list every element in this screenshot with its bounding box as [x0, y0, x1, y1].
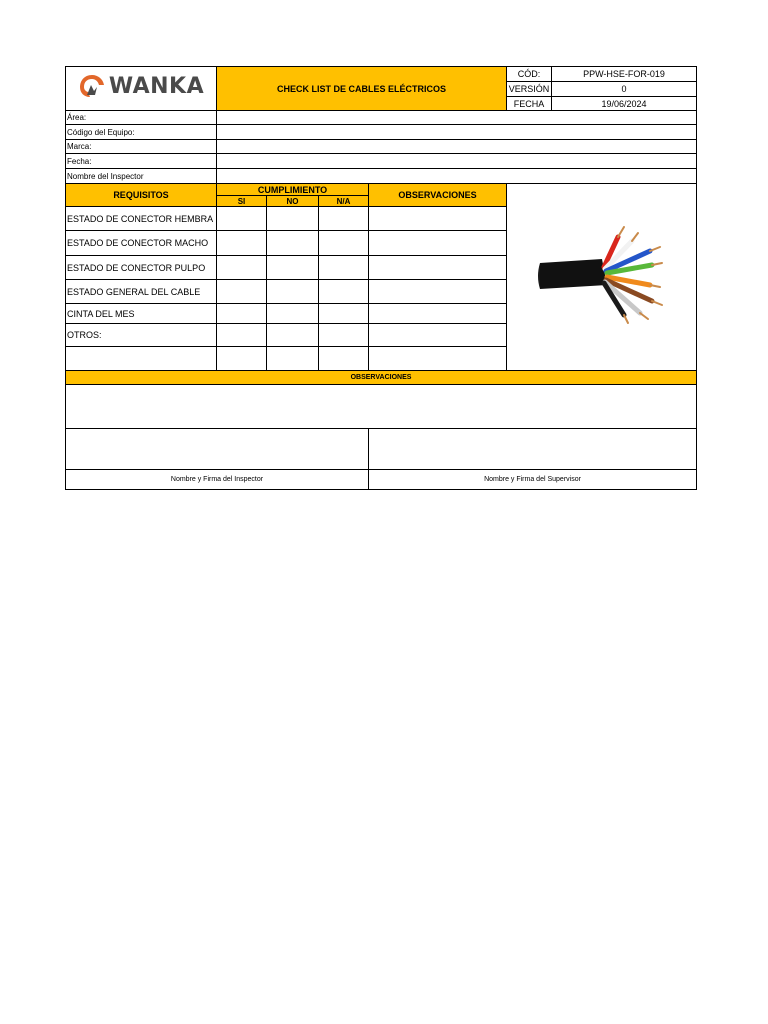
- si-cell[interactable]: [217, 347, 267, 371]
- cable-image-icon: [532, 215, 672, 335]
- code-label: CÓD:: [507, 67, 552, 82]
- na-header: N/A: [319, 196, 369, 207]
- no-cell[interactable]: [267, 347, 319, 371]
- na-cell[interactable]: [319, 231, 369, 256]
- na-cell[interactable]: [319, 324, 369, 347]
- logo-text: WANKA: [108, 73, 205, 99]
- observation-cell[interactable]: [369, 280, 507, 304]
- si-header: SI: [217, 196, 267, 207]
- si-cell[interactable]: [217, 256, 267, 280]
- na-cell[interactable]: [319, 347, 369, 371]
- inspector-signature-area[interactable]: [66, 429, 369, 470]
- na-cell[interactable]: [319, 207, 369, 231]
- requirement-label: OTROS:: [66, 324, 217, 347]
- observations-field[interactable]: [66, 385, 697, 429]
- area-label: Área:: [66, 111, 217, 125]
- checklist-form: [65, 66, 696, 490]
- observations-title: OBSERVACIONES: [66, 371, 697, 385]
- form-table: [65, 66, 697, 490]
- no-cell[interactable]: [267, 280, 319, 304]
- cable-photo: [507, 184, 697, 371]
- observation-cell[interactable]: [369, 347, 507, 371]
- si-cell[interactable]: [217, 207, 267, 231]
- brand-label: Marca:: [66, 140, 217, 154]
- requirement-label: CINTA DEL MES: [66, 304, 217, 324]
- logo-mark-icon: [78, 73, 106, 99]
- brand-field[interactable]: [217, 140, 697, 154]
- equipment-code-field[interactable]: [217, 125, 697, 140]
- si-cell[interactable]: [217, 280, 267, 304]
- inspector-name-label: Nombre del Inspector: [66, 169, 217, 184]
- requirement-label: ESTADO DE CONECTOR HEMBRA: [66, 207, 217, 231]
- requirement-label: ESTADO DE CONECTOR PULPO: [66, 256, 217, 280]
- si-cell[interactable]: [217, 304, 267, 324]
- logo: [66, 67, 217, 111]
- cumplimiento-header: CUMPLIMIENTO: [217, 184, 369, 196]
- code-value: PPW-HSE-FOR-019: [552, 67, 697, 82]
- na-cell[interactable]: [319, 280, 369, 304]
- date-field-label: Fecha:: [66, 154, 217, 169]
- observation-cell[interactable]: [369, 207, 507, 231]
- observation-cell[interactable]: [369, 304, 507, 324]
- observation-cell[interactable]: [369, 324, 507, 347]
- form-title: CHECK LIST DE CABLES ELÉCTRICOS: [217, 67, 507, 111]
- area-field[interactable]: [217, 111, 697, 125]
- no-cell[interactable]: [267, 256, 319, 280]
- requirement-label[interactable]: [66, 347, 217, 371]
- inspector-signature-label: Nombre y Firma del Inspector: [66, 470, 369, 490]
- requirement-label: ESTADO GENERAL DEL CABLE: [66, 280, 217, 304]
- observaciones-header: OBSERVACIONES: [369, 184, 507, 207]
- date-label: FECHA: [507, 97, 552, 111]
- na-cell[interactable]: [319, 256, 369, 280]
- no-cell[interactable]: [267, 304, 319, 324]
- no-cell[interactable]: [267, 207, 319, 231]
- na-cell[interactable]: [319, 304, 369, 324]
- inspector-name-field[interactable]: [217, 169, 697, 184]
- date-value: 19/06/2024: [552, 97, 697, 111]
- si-cell[interactable]: [217, 231, 267, 256]
- version-label: VERSIÓN: [507, 82, 552, 97]
- date-field[interactable]: [217, 154, 697, 169]
- no-header: NO: [267, 196, 319, 207]
- si-cell[interactable]: [217, 324, 267, 347]
- supervisor-signature-label: Nombre y Firma del Supervisor: [369, 470, 697, 490]
- observation-cell[interactable]: [369, 231, 507, 256]
- observation-cell[interactable]: [369, 256, 507, 280]
- no-cell[interactable]: [267, 324, 319, 347]
- supervisor-signature-area[interactable]: [369, 429, 697, 470]
- requirement-label: ESTADO DE CONECTOR MACHO: [66, 231, 217, 256]
- equipment-code-label: Código del Equipo:: [66, 125, 217, 140]
- requisitos-header: REQUISITOS: [66, 184, 217, 207]
- no-cell[interactable]: [267, 231, 319, 256]
- version-value: 0: [552, 82, 697, 97]
